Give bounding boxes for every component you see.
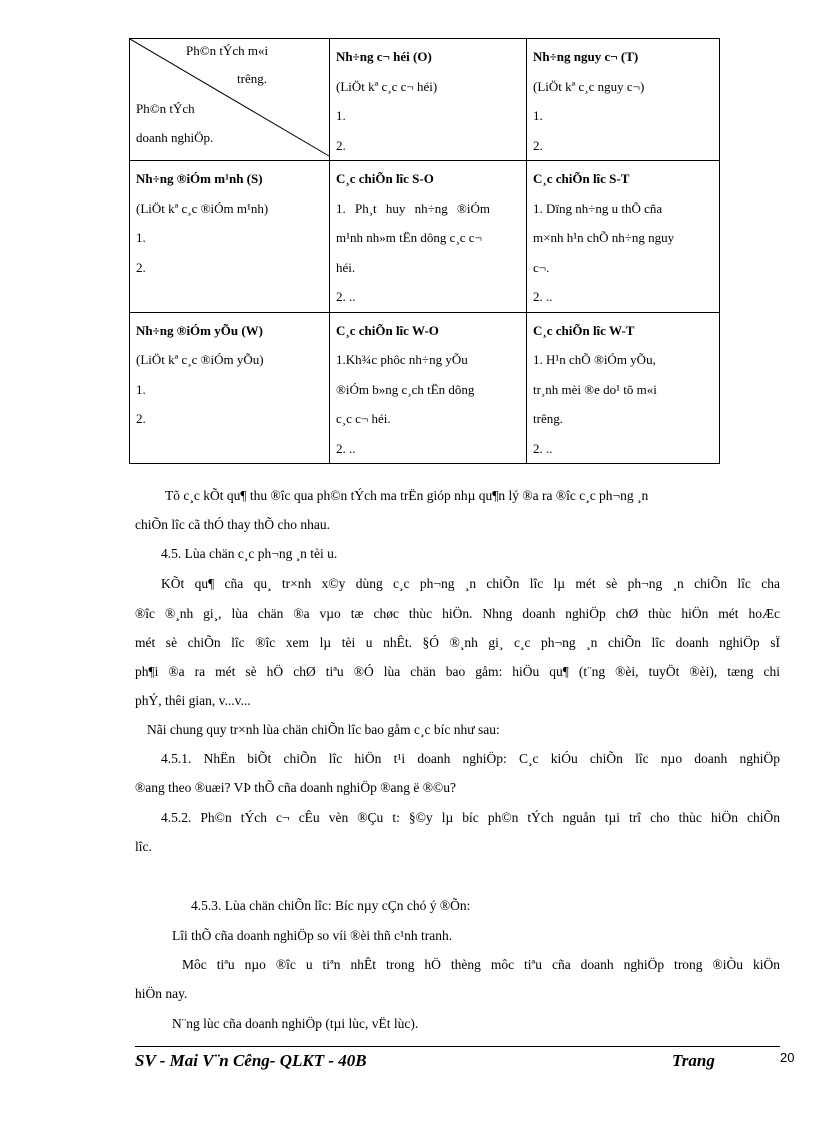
cell-line: (LiÖt kª c¸c c¬ héi) (336, 78, 438, 94)
table-row-strengths (130, 161, 720, 313)
cell-line: ®iÓm b»ng c¸ch tËn dông (336, 381, 475, 397)
so-strategies-cell (330, 161, 527, 313)
page-number: 20 (780, 1050, 795, 1065)
opportunities-cell (330, 39, 527, 161)
paragraph-line: Nãi chung quy tr×nh lùa chän chiÕn lîc bao gåm c¸c bíc như sau: (147, 722, 500, 737)
paragraph-line: Lîi thÕ cña doanh nghiÖp so víi ®èi thñ c¹nh tranh. (172, 928, 453, 943)
section-heading: 4.5.3. Lùa chän chiÕn lîc: Bíc nµy cÇn chó ý ®Õn: (191, 898, 471, 913)
st-strategies-cell (527, 161, 720, 313)
paragraph-line: 4.5.2. Ph©n tÝch c¬ cÊu vèn ®Çu t: §©y lµ bíc ph©n tÝch nguån tµi trî cho thùc hiÖn chiÕn (161, 810, 780, 825)
cell-line: 2. (136, 411, 146, 426)
cell-line: 1.Kh¾c phôc nh÷ng yÕu (336, 352, 468, 367)
cell-line: 2. .. (533, 440, 553, 456)
cell-line: 2. (533, 137, 543, 153)
cell-line: 2. (136, 259, 146, 275)
cell-heading: Nh÷ng ®iÓm yÕu (W) (136, 322, 263, 338)
threats-cell (527, 39, 720, 161)
cell-line: 2. .. (336, 440, 356, 456)
paragraph-line: chiÕn lîc cã thÓ thay thÕ cho nhau. (135, 517, 330, 532)
cell-heading: C¸c chiÕn lîc W-O (336, 322, 439, 338)
paragraph-line: ®ang theo ®uæi? VÞ thÕ cña doanh nghiÖp ®ang ë ®©u? (135, 780, 456, 795)
cell-line: m×nh h¹n chÕ nh÷ng nguy (533, 230, 675, 245)
paragraph-line: Môc tiªu nµo ®îc u tiªn nhÊt trong hÖ thèng môc tiªu cña doanh nghiÖp trong ®iÒu kiÖn (182, 957, 780, 972)
paragraph-line: mét sè chiÕn lîc ®îc xem lµ tèi u nhÊt. §Ó ®¸nh gi¸ c¸c ph¬ng ¸n chiÕn lîc doanh nghiÖp sÏ (135, 635, 780, 650)
footer-rule (135, 1046, 780, 1047)
section-heading: 4.5. Lùa chän c¸c ph¬ng ¸n tèi u. (161, 546, 338, 561)
paragraph-line: KÕt qu¶ cña qu¸ tr×nh x©y dùng c¸c ph¬ng ¸n chiÕn lîc lµ mét sè ph¬ng ¸n chiÕn lîc cha (161, 576, 780, 591)
swot-matrix-table (129, 38, 720, 464)
paragraph-line: hiÖn nay. (135, 986, 188, 1001)
wt-strategies-cell (527, 312, 720, 464)
cell-heading: Nh÷ng ®iÓm m¹nh (S) (136, 171, 263, 186)
cell-line: (LiÖt kª c¸c ®iÓm yÕu) (136, 352, 264, 367)
footer-page-label: Trang (672, 1051, 715, 1070)
wo-strategies-cell (330, 312, 527, 464)
paragraph-line: N¨ng lùc cña doanh nghiÖp (tµi lùc, vËt lùc). (172, 1016, 419, 1031)
cell-line: 2. .. (336, 289, 356, 304)
cell-heading: C¸c chiÕn lîc W-T (533, 322, 635, 338)
cell-heading: Nh÷ng c¬ héi (O) (336, 49, 432, 64)
cell-line: 1. H¹n chÕ ®iÓm yÕu, (533, 352, 656, 367)
paragraph-line: lîc. (135, 839, 152, 854)
paragraph-line: ph¶i ®a ra mét sè hÖ chØ tiªu ®Ó lùa chän bao gåm: hiÖu qu¶ (t¨ng ®èi, tuyÖt ®èi), tæng chi (135, 664, 780, 679)
corner-text: trêng. (237, 71, 267, 86)
cell-line: 2. (336, 137, 346, 153)
table-row-header (130, 39, 720, 161)
cell-line: 1. (533, 108, 543, 123)
corner-text: Ph©n tÝch m«i (186, 43, 269, 58)
corner-text: doanh nghiÖp. (136, 130, 214, 145)
cell-line: m¹nh nh»m tËn dông c¸c c¬ (336, 230, 482, 245)
cell-line: 1. Ph¸t huy nh÷ng ®iÓm (336, 200, 491, 216)
cell-line: (LiÖt kª c¸c ®iÓm m¹nh) (136, 200, 269, 216)
cell-heading: Nh÷ng nguy c¬ (T) (533, 49, 639, 64)
cell-line: 1. (136, 381, 146, 397)
cell-line: 1. Dïng nh÷ng u thÕ cña (533, 200, 663, 216)
weaknesses-cell (130, 312, 330, 464)
cell-line: c¬. (533, 259, 550, 275)
paragraph-line: ®îc ®¸nh gi¸, lùa chän ®a vµo tæ chøc thùc hiÖn. Nhng doanh nghiÖp chØ thùc hiÖn mét hoÆc (135, 606, 780, 621)
paragraph-line: 4.5.1. NhËn biÕt chiÕn lîc hiÖn t¹i doanh nghiÖp: C¸c kiÓu chiÕn lîc nµo doanh nghiÖp (161, 751, 780, 766)
corner-cell (130, 39, 330, 161)
cell-line: héi. (336, 259, 356, 275)
strengths-cell (130, 161, 330, 313)
cell-line: c¸c c¬ héi. (336, 411, 391, 426)
cell-line: trêng. (533, 411, 563, 426)
cell-line: 2. .. (533, 289, 553, 304)
paragraph-line: Tõ c¸c kÕt qu¶ thu ®îc qua ph©n tÝch ma trËn gióp nhµ qu¶n lý ®a ra ®îc c¸c ph¬ng ¸n (165, 488, 649, 503)
cell-line: 1. (336, 108, 346, 123)
table-row-weaknesses (130, 312, 720, 464)
cell-heading: C¸c chiÕn lîc S-T (533, 171, 630, 186)
cell-line: (LiÖt kª c¸c nguy c¬) (533, 78, 645, 94)
footer-author: SV - Mai V¨n Cêng- QLKT - 40B (135, 1051, 367, 1070)
paragraph-line: phÝ, thêi gian, v...v... (135, 693, 251, 708)
cell-line: tr¸nh mèi ®e do¹ tõ m«i (533, 381, 657, 397)
cell-line: 1. (136, 230, 146, 245)
corner-text: Ph©n tÝch (136, 101, 195, 116)
cell-heading: C¸c chiÕn lîc S-O (336, 171, 434, 186)
